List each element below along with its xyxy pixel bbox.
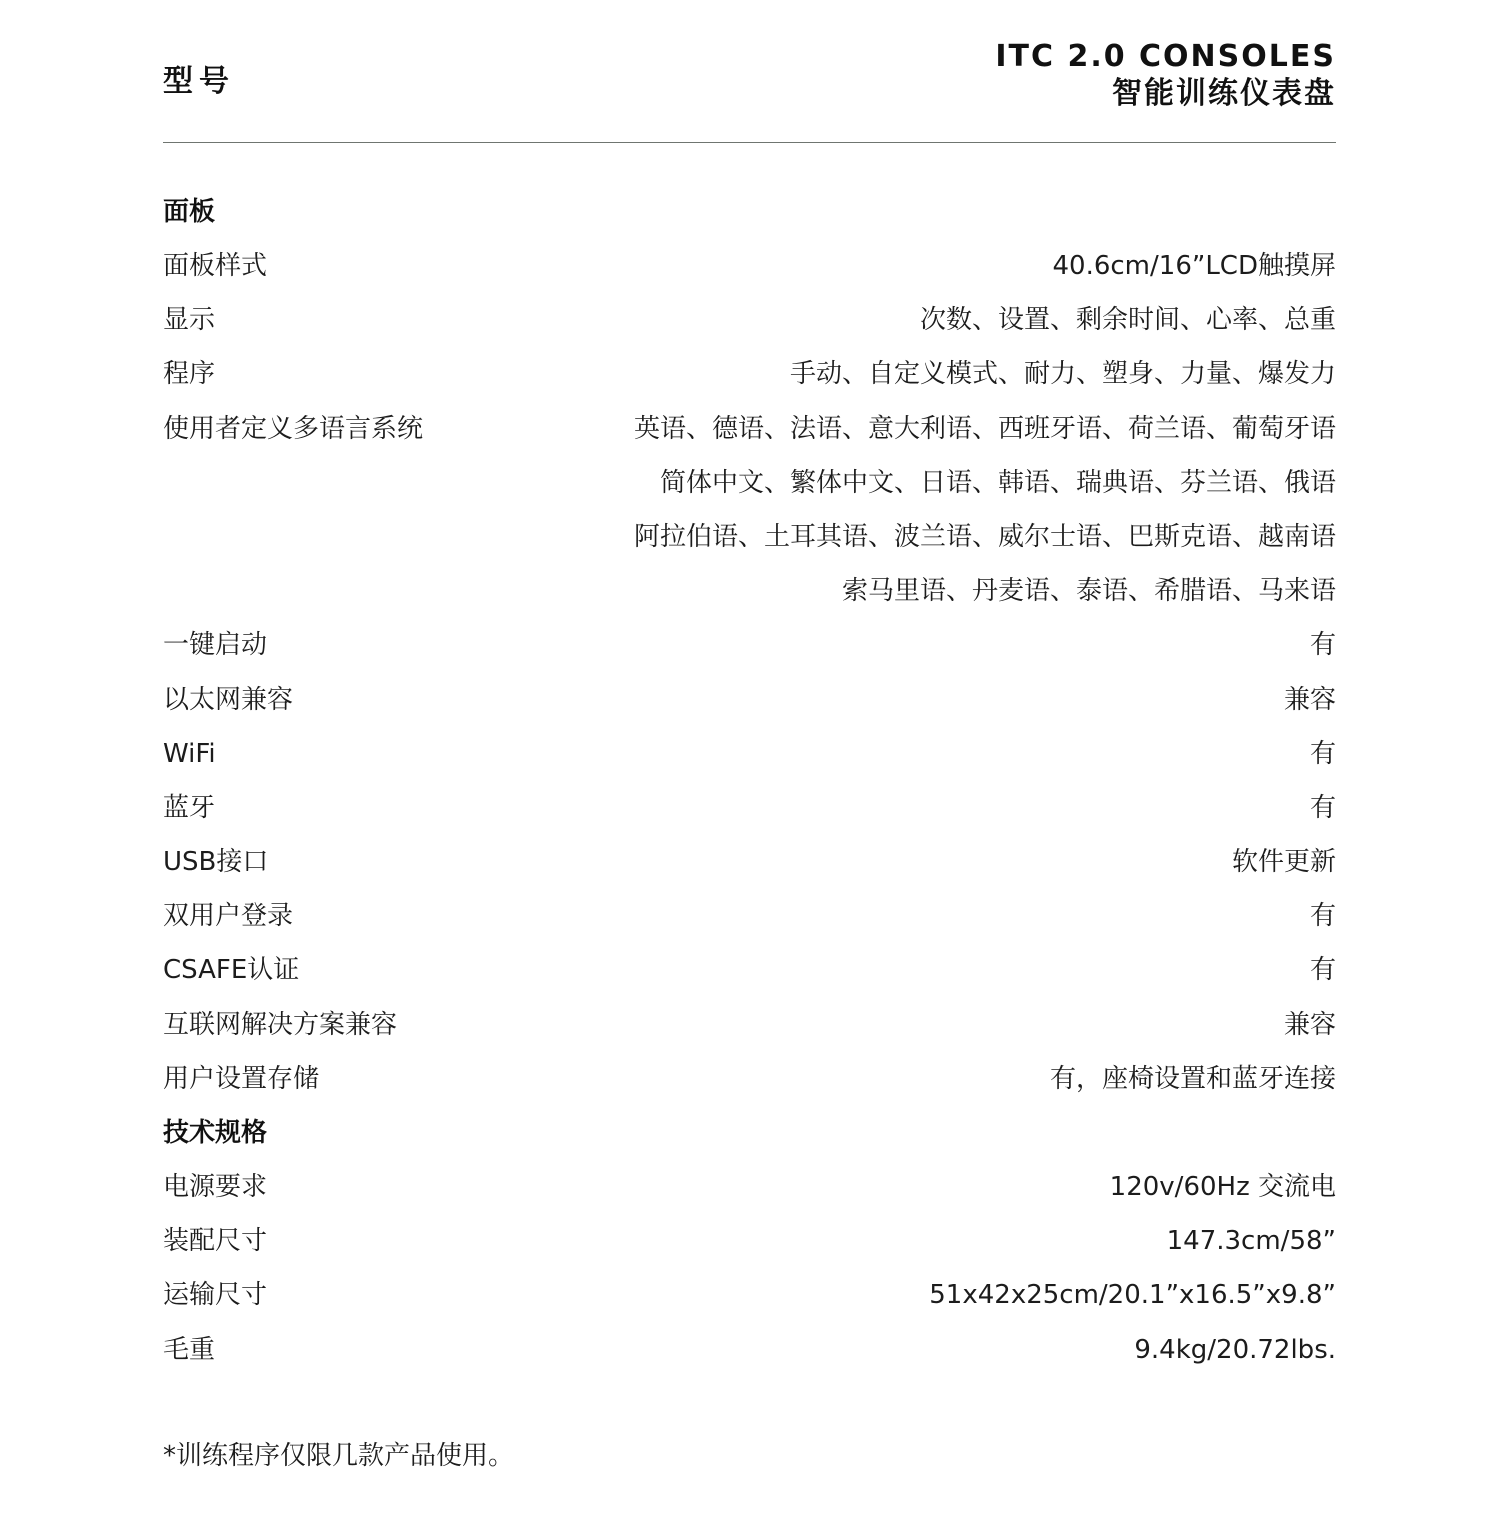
spec-value: 40.6cm/16”LCD触摸屏 <box>1052 251 1336 281</box>
spec-label: 一键启动 <box>163 630 268 661</box>
section-title-specs: 技术规格 <box>163 1118 268 1148</box>
spec-row-usb <box>163 835 1336 889</box>
spec-value: 有 <box>1309 630 1336 661</box>
spec-label: 蓝牙 <box>163 792 216 823</box>
spec-value: 51x42x25cm/20.1”x16.5”x9.8” <box>929 1280 1336 1311</box>
spec-row-languages <box>163 402 1336 619</box>
spec-label: 双用户登录 <box>163 901 294 932</box>
spec-row-user-settings <box>163 1052 1336 1106</box>
spec-value: 手动、自定义模式、耐力、塑身、力量、爆发力 <box>789 359 1336 390</box>
spec-row-shipping-size <box>163 1268 1336 1322</box>
spec-label: 毛重 <box>163 1334 216 1365</box>
spec-label: 用户设置存储 <box>163 1063 320 1094</box>
spec-value: 次数、设置、剩余时间、心率、总重 <box>919 305 1336 336</box>
language-line: 英语、德语、法语、意大利语、西班牙语、荷兰语、葡萄牙语 <box>633 413 1336 444</box>
spec-row-bluetooth <box>163 781 1336 835</box>
spec-label: 程序 <box>163 359 216 390</box>
spec-value: 有 <box>1309 901 1336 932</box>
spec-row-assembled-size <box>163 1214 1336 1268</box>
spec-sheet-page <box>163 0 1336 1529</box>
spec-row-panel-style <box>163 239 1336 293</box>
spec-value: 兼容 <box>1283 1009 1336 1040</box>
spec-label: 以太网兼容 <box>163 684 294 715</box>
spec-row-csafe <box>163 943 1336 997</box>
spec-label: 互联网解决方案兼容 <box>163 1009 398 1040</box>
spec-label: CSAFE认证 <box>163 955 300 986</box>
spec-row-dual-user <box>163 889 1336 943</box>
language-line: 索马里语、丹麦语、泰语、希腊语、马来语 <box>841 576 1336 607</box>
spec-value: 9.4kg/20.72lbs. <box>1134 1334 1336 1365</box>
spec-row-power <box>163 1160 1336 1214</box>
spec-value: 有，座椅设置和蓝牙连接 <box>1049 1063 1336 1094</box>
spec-row-gross-weight <box>163 1323 1336 1377</box>
spec-value: 软件更新 <box>1231 847 1336 878</box>
model-label: 型号 <box>163 64 235 99</box>
spec-row-one-touch-start <box>163 618 1336 672</box>
spec-label: 显示 <box>163 305 216 336</box>
spec-row-programs <box>163 347 1336 401</box>
spec-row-internet-solutions <box>163 998 1336 1052</box>
language-line: 简体中文、繁体中文、日语、韩语、瑞典语、芬兰语、俄语 <box>659 467 1336 498</box>
language-line: 阿拉伯语、土耳其语、波兰语、威尔士语、巴斯克语、越南语 <box>633 521 1336 552</box>
spec-label: 运输尺寸 <box>163 1280 268 1311</box>
spec-row-display <box>163 293 1336 347</box>
title-block <box>995 40 1336 114</box>
spec-value: 147.3cm/58” <box>1166 1226 1336 1257</box>
spec-label: 面板样式 <box>163 251 268 281</box>
header <box>163 40 1336 120</box>
header-divider <box>163 142 1336 143</box>
section-title-panel: 面板 <box>163 197 216 227</box>
product-title-cn: 智能训练仪表盘 <box>1112 76 1336 111</box>
spec-value: 120v/60Hz 交流电 <box>1109 1172 1336 1202</box>
footnote: *训练程序仅限几款产品使用。 <box>163 1441 515 1471</box>
spec-label: WiFi <box>163 738 216 769</box>
product-title-en: ITC 2.0 CONSOLES <box>995 39 1336 74</box>
spec-content <box>163 185 1336 1377</box>
spec-row-wifi <box>163 727 1336 781</box>
spec-value: 有 <box>1309 792 1336 823</box>
spec-label: 电源要求 <box>163 1172 268 1202</box>
spec-value: 有 <box>1309 955 1336 986</box>
spec-value: 有 <box>1309 738 1336 769</box>
spec-label: 使用者定义多语言系统 <box>163 413 424 444</box>
spec-label: USB接口 <box>163 847 269 878</box>
spec-row-ethernet <box>163 673 1336 727</box>
spec-label: 装配尺寸 <box>163 1226 268 1257</box>
spec-value: 兼容 <box>1283 684 1336 715</box>
